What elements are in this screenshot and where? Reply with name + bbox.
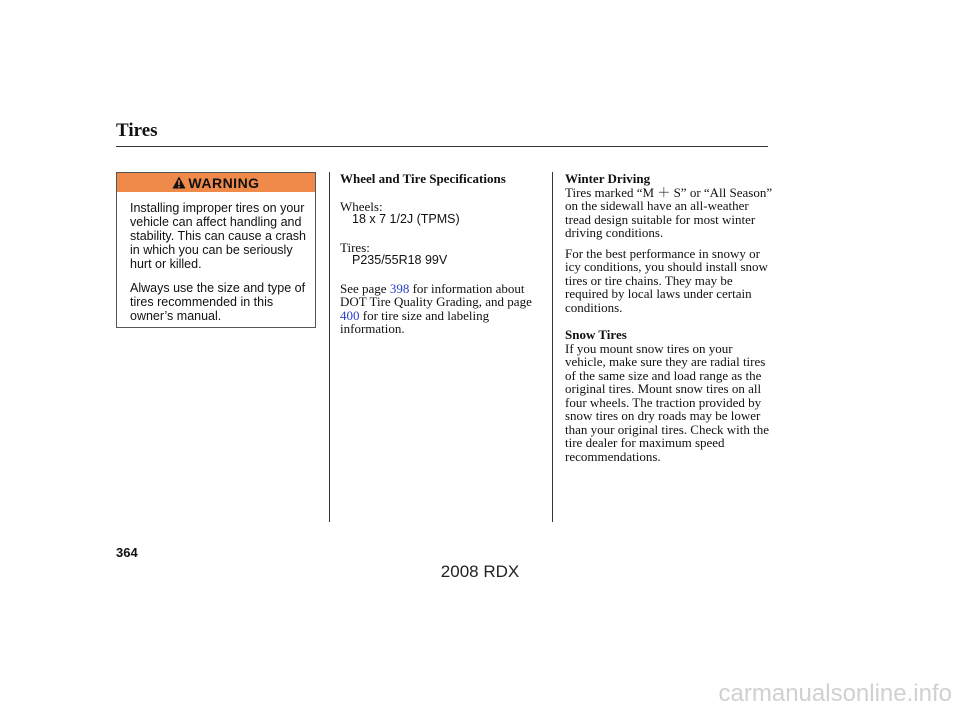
see-page-mid: for information about DOT Tire Quality Grading, and page [340, 280, 532, 309]
page-link-400[interactable]: 400 [340, 307, 360, 323]
warning-box [116, 172, 316, 328]
warning-paragraph-1: Installing improper tires on your vehicle can affect handling and stability. This can cause a crash in which you can be seriously hurt or killed. [130, 201, 307, 271]
winter-heading: Winter Driving [565, 171, 651, 186]
winter-paragraph-2: For the best performance in snowy or icy conditions, you should install snow tires or tire chains. They may be required by local laws under certain conditions. [565, 245, 768, 315]
title-divider [116, 146, 768, 147]
see-page-post: for tire size and labeling information. [340, 307, 490, 336]
tires-value: P235/55R18 99V [352, 253, 448, 267]
watermark: carmanualsonline.info [718, 680, 952, 707]
snow-heading: Snow Tires [565, 327, 627, 342]
warning-paragraph-2: Always use the size and type of tires recommended in this owner’s manual. [130, 281, 306, 323]
warning-text [130, 201, 314, 333]
model-footer: 2008 RDX [440, 562, 520, 581]
wheels-value: 18 x 7 1/2J (TPMS) [352, 212, 460, 226]
see-page-pre: See page [340, 280, 390, 296]
specs-column [340, 172, 546, 336]
page-title: Tires [116, 120, 158, 141]
winter-column [565, 172, 775, 463]
snow-paragraph: If you mount snow tires on your vehicle, make sure they are radial tires of the same size and load range as the original tires. Mount snow tires on all four wheels. The traction provided by snow tires on dry roads may be lower than your original tires. Check with the tire dealer for maximum speed recommendations. [565, 340, 769, 464]
page-link-398[interactable]: 398 [389, 280, 410, 296]
warning-triangle-icon [172, 176, 186, 189]
wheels-label: Wheels: [340, 198, 383, 214]
page-number: 364 [116, 545, 138, 560]
specs-heading: Wheel and Tire Specifications [340, 171, 506, 186]
tires-label: Tires: [340, 239, 370, 255]
warning-label: WARNING [188, 174, 260, 191]
column-divider-right [552, 172, 553, 522]
see-page-text [340, 282, 546, 336]
warning-banner [117, 173, 315, 192]
winter-paragraph-1: Tires marked “M ＋ S” or “All Season” on the sidewall have an all-weather tread design suitable for most winter driving conditions. [565, 184, 773, 240]
column-divider-left [329, 172, 330, 522]
